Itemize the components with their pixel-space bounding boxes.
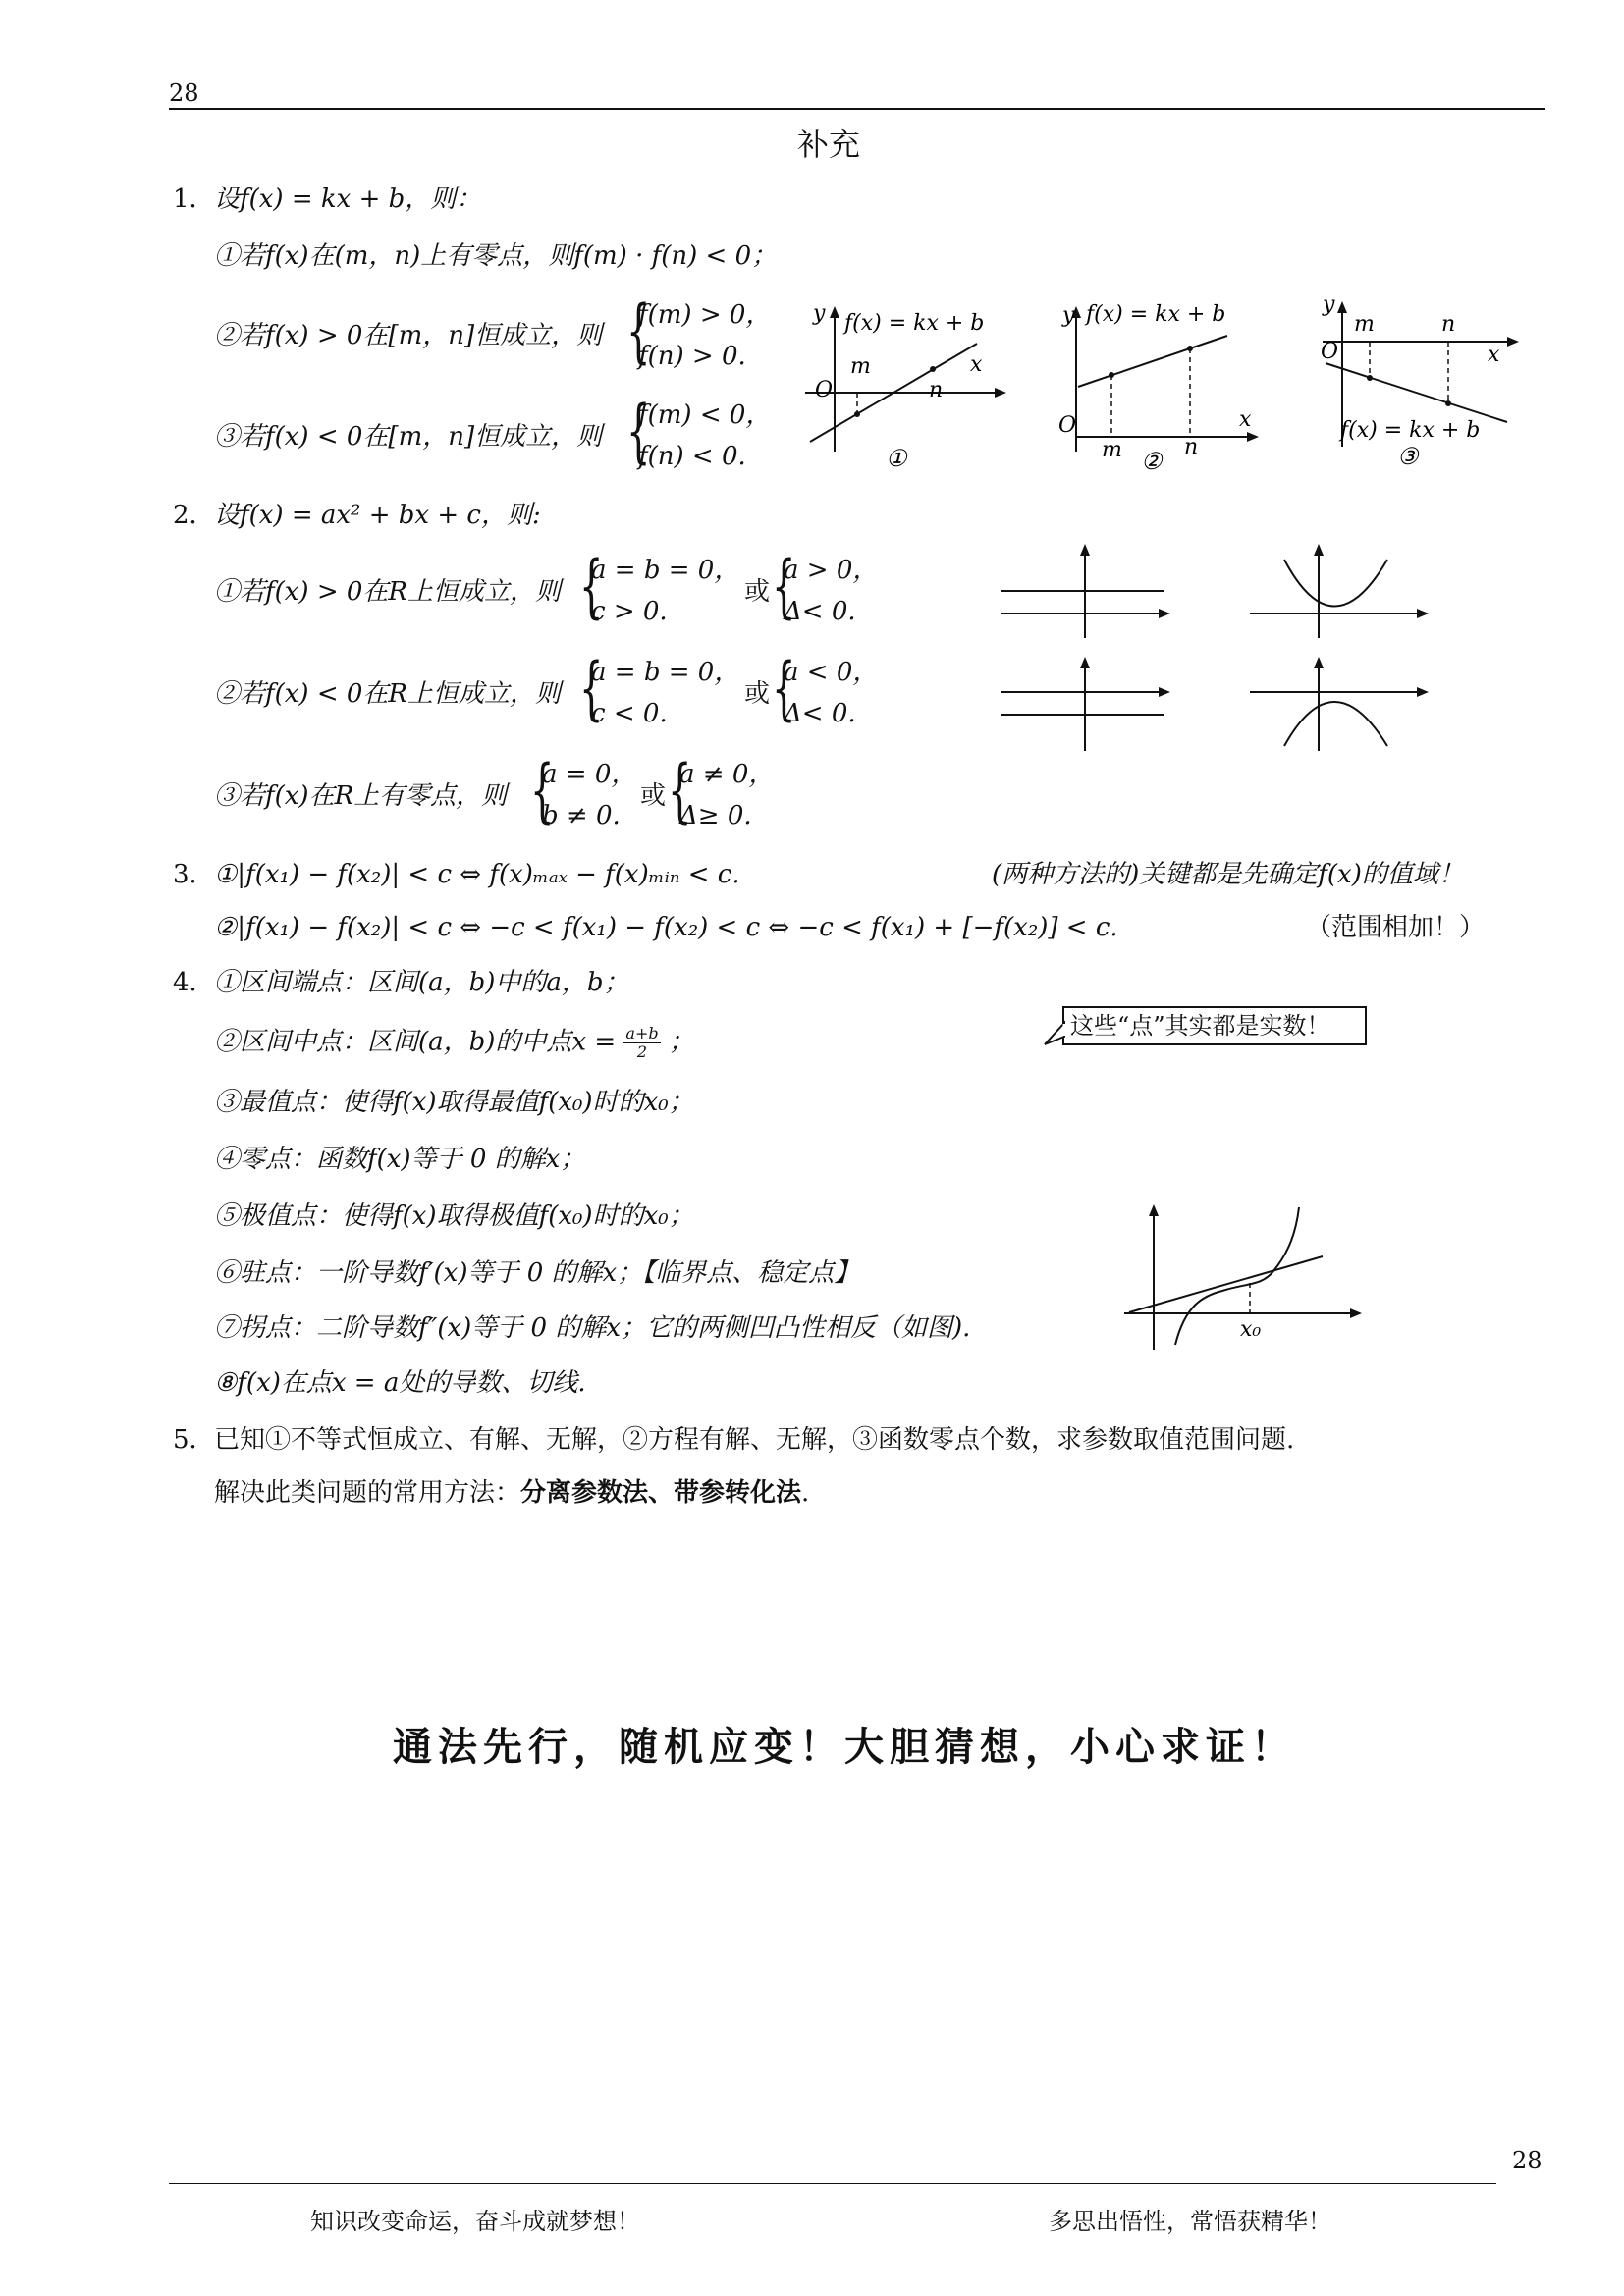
footer-page-number: 28 bbox=[1512, 2147, 1543, 2174]
s3-line1-note: (两种方法的)关键都是先确定f(x)的值域！ bbox=[992, 860, 1464, 889]
s3-line1: ①|f(x₁) − f(x₂)| < c ⇔ f(x)ₘₐₓ − f(x)ₘᵢₙ < c. bbox=[214, 860, 740, 889]
s2-graph-constant-positive bbox=[997, 540, 1173, 643]
s2-case1-or: 或 bbox=[744, 577, 771, 607]
s4-callout-text: 这些“点”其实都是实数！ bbox=[1070, 1012, 1330, 1040]
s1-case2-brace: { bbox=[626, 291, 651, 371]
s2-case2-brace-a: { bbox=[579, 648, 604, 728]
g1-x-label: x bbox=[970, 352, 983, 377]
s5-line1: 已知①不等式恒成立、有解、无解，②方程有解、无解，③函数零点个数，求参数取值范围问题. bbox=[214, 1425, 1295, 1455]
s2-case3-a bbox=[542, 754, 636, 836]
g2-o-label: O bbox=[1058, 413, 1077, 438]
s2-graph-parabola-down bbox=[1245, 653, 1432, 761]
s4-item3: ③最值点：使得f(x)取得最值f(x₀)时的x₀； bbox=[214, 1088, 694, 1117]
s1-number: 1． bbox=[173, 185, 215, 214]
s1-case3-conditions bbox=[638, 395, 771, 477]
s2-case1-b-top: a > 0， bbox=[784, 556, 879, 585]
s2-case2-b bbox=[784, 652, 878, 734]
s5-line2-end: . bbox=[801, 1478, 810, 1508]
s2-case2-a-top: a = b = 0， bbox=[591, 658, 740, 687]
s1-case2: ②若f(x) > 0在[m，n]恒成立，则 bbox=[214, 321, 603, 350]
s4-fraction-top: a+b bbox=[625, 1024, 659, 1042]
s1-case2-conditions bbox=[638, 294, 771, 377]
s2-case1: ①若f(x) > 0在R上恒成立，则 bbox=[214, 577, 562, 607]
s1-graph3 bbox=[1311, 290, 1532, 476]
s2-case3-b-top: a ≠ 0， bbox=[679, 760, 775, 789]
g2-y-label: y bbox=[1062, 303, 1075, 328]
s3-number: 3． bbox=[173, 860, 215, 889]
g2-func-label: f(x) = kx + b bbox=[1086, 302, 1226, 327]
header-page-number: 28 bbox=[169, 80, 199, 107]
s3-line2-note: （范围相加！） bbox=[1306, 913, 1486, 942]
s2-case2-b-bottom: Δ< 0. bbox=[784, 699, 856, 728]
g1-tag: ① bbox=[886, 445, 907, 472]
s3-line2: ②|f(x₁) − f(x₂)| < c ⇔ −c < f(x₁) − f(x₂) < c ⇔ −c < f(x₁) + [−f(x₂)] < c. bbox=[214, 913, 1118, 942]
s4-item2-end: ； bbox=[668, 1027, 694, 1057]
s2-case1-brace-a: { bbox=[579, 546, 604, 626]
s2-case2: ②若f(x) < 0在R上恒成立，则 bbox=[214, 679, 562, 709]
s5-line2-prefix: 解决此类问题的常用方法： bbox=[214, 1478, 521, 1508]
s2-intro: 设f(x) = ax² + bx + c，则: bbox=[214, 501, 541, 530]
s2-case2-brace-b: { bbox=[772, 648, 796, 728]
g1-o-label: O bbox=[815, 378, 834, 402]
s1-case3-brace: { bbox=[626, 391, 651, 471]
footer-right-slogan: 多思出悟性，常悟获精华！ bbox=[1049, 2208, 1331, 2235]
s1-case3: ③若f(x) < 0在[m，n]恒成立，则 bbox=[214, 422, 603, 452]
s4-item2-fraction bbox=[623, 1025, 660, 1061]
s2-number: 2． bbox=[173, 501, 215, 530]
s2-graph-constant-negative bbox=[997, 653, 1173, 756]
s4-item4: ④零点：函数f(x)等于 0 的解x； bbox=[214, 1145, 586, 1174]
s4-callout-tail bbox=[1043, 1019, 1066, 1048]
s4-item2-text: ②区间中点：区间(a，b)的中点x = bbox=[214, 1027, 624, 1057]
g3-func-label: f(x) = kx + b bbox=[1340, 418, 1481, 443]
s4-item1: ①区间端点：区间(a，b)中的a，b； bbox=[214, 968, 629, 997]
motto: 通法先行，随机应变！大胆猜想，小心求证！ bbox=[393, 1725, 1296, 1770]
s4-number: 4． bbox=[173, 968, 215, 997]
s1-case2-top: f(m) > 0， bbox=[638, 300, 772, 330]
g1-y-label: y bbox=[813, 301, 826, 326]
s1-case3-top: f(m) < 0， bbox=[638, 400, 772, 430]
footer-rule bbox=[169, 2183, 1496, 2184]
g1-func-label: f(x) = kx + b bbox=[844, 311, 985, 336]
s2-case2-a-bottom: c < 0. bbox=[591, 699, 668, 728]
s2-case1-a bbox=[591, 550, 739, 632]
g3-m-label: m bbox=[1354, 312, 1375, 337]
s1-graph2 bbox=[1051, 294, 1276, 476]
s2-case3-b-bottom: Δ≥ 0. bbox=[679, 801, 752, 830]
g3-y-label: y bbox=[1323, 293, 1335, 317]
g2-n-label: n bbox=[1184, 435, 1199, 459]
s4-x0-label: x₀ bbox=[1240, 1317, 1262, 1342]
s4-item6: ⑥驻点：一阶导数f′(x)等于 0 的解x；【临界点、稳定点】 bbox=[214, 1258, 860, 1288]
s5-line2 bbox=[214, 1476, 809, 1510]
s4-inflection-graph bbox=[1114, 1202, 1370, 1364]
g1-m-label: m bbox=[850, 354, 871, 379]
s2-case1-a-bottom: c > 0. bbox=[591, 597, 668, 626]
s2-case1-b-bottom: Δ< 0. bbox=[784, 597, 856, 626]
s4-callout bbox=[1062, 1006, 1367, 1045]
s2-case1-a-top: a = b = 0， bbox=[591, 556, 740, 585]
s2-case3-b bbox=[679, 754, 774, 836]
s5-line2-bold: 分离参数法、带参转化法 bbox=[520, 1478, 802, 1508]
s1-case2-bottom: f(n) > 0. bbox=[638, 342, 746, 371]
s2-case3-brace-a: { bbox=[530, 750, 555, 830]
s4-item5: ⑤极值点：使得f(x)取得极值f(x₀)时的x₀； bbox=[214, 1201, 694, 1231]
g2-tag: ② bbox=[1141, 448, 1163, 475]
s2-case3-or: 或 bbox=[640, 781, 667, 811]
s2-case2-b-top: a < 0， bbox=[784, 658, 879, 687]
s2-case3: ③若f(x)在R上有零点，则 bbox=[214, 781, 508, 811]
s2-case3-a-top: a = 0， bbox=[542, 760, 637, 789]
s2-case3-a-bottom: b ≠ 0. bbox=[542, 801, 621, 830]
footer-left-slogan: 知识改变命运，奋斗成就梦想！ bbox=[310, 2208, 640, 2235]
s4-item8: ⑧f(x)在点x = a处的导数、切线. bbox=[214, 1368, 586, 1398]
s2-graph-parabola-up bbox=[1245, 540, 1432, 648]
s2-case1-brace-b: { bbox=[772, 546, 796, 626]
page-title: 补充 bbox=[797, 126, 861, 163]
g2-x-label: x bbox=[1239, 407, 1252, 432]
s4-fraction-bottom: 2 bbox=[636, 1042, 648, 1061]
s4-item7: ⑦拐点：二阶导数f″(x)等于 0 的解x；它的两侧凹凸性相反（如图). bbox=[214, 1313, 971, 1343]
g1-n-label: n bbox=[929, 378, 944, 402]
g3-n-label: n bbox=[1441, 312, 1456, 337]
s2-case2-or: 或 bbox=[744, 679, 771, 709]
s5-number: 5． bbox=[173, 1425, 215, 1455]
g3-x-label: x bbox=[1488, 343, 1500, 367]
s1-graph1 bbox=[795, 294, 1011, 476]
g3-o-label: O bbox=[1321, 340, 1339, 364]
s4-item2 bbox=[214, 1025, 694, 1061]
g2-m-label: m bbox=[1102, 438, 1122, 462]
s2-case3-brace-b: { bbox=[668, 750, 692, 830]
s1-case3-bottom: f(n) < 0. bbox=[638, 442, 746, 471]
s2-case1-b bbox=[784, 550, 878, 632]
s1-intro: 设f(x) = kx + b，则： bbox=[214, 185, 482, 214]
g3-tag: ③ bbox=[1397, 443, 1419, 470]
s2-case2-a bbox=[591, 652, 739, 734]
s1-case1: ①若f(x)在(m，n)上有零点，则f(m) · f(n) < 0； bbox=[214, 241, 778, 271]
header-rule bbox=[169, 108, 1545, 110]
